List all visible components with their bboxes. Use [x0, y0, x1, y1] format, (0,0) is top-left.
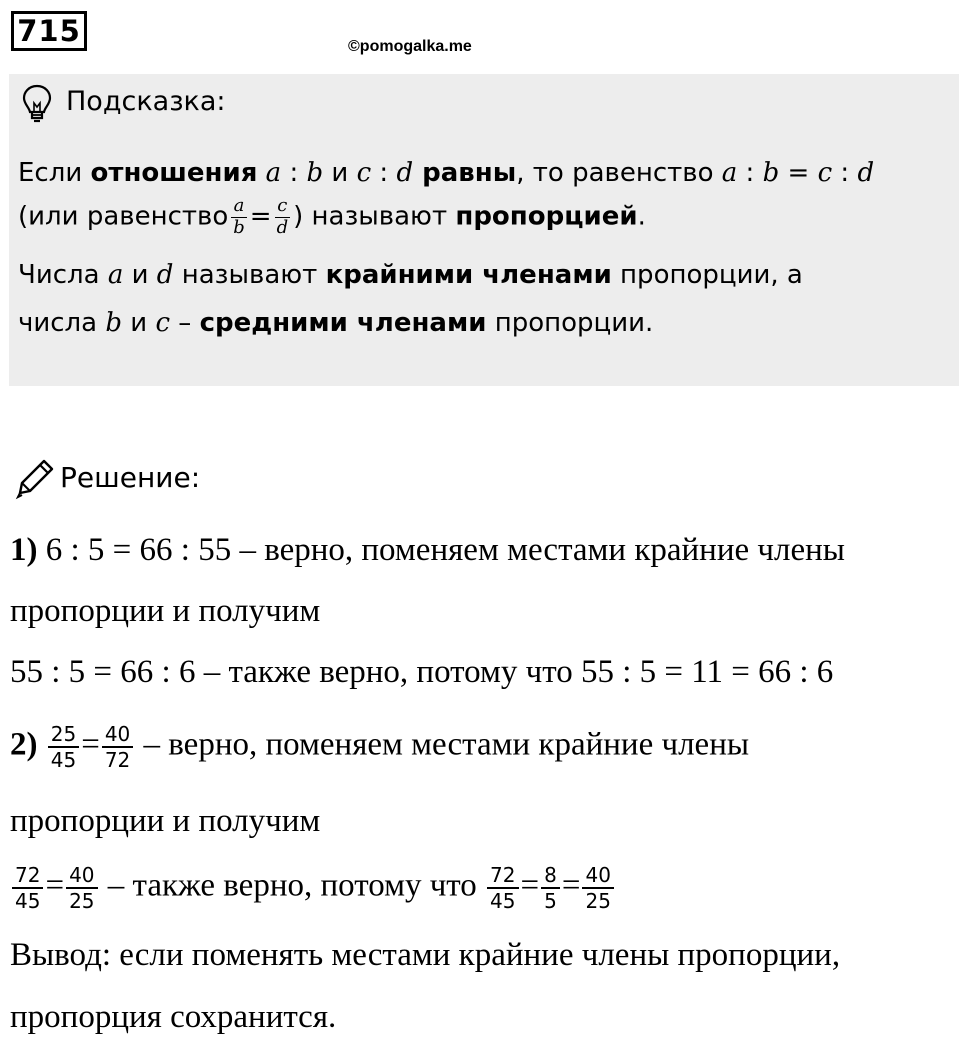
solution-text: – также верно, потому что	[99, 867, 486, 904]
solution-line	[10, 534, 845, 567]
equals-sign: =	[520, 867, 540, 904]
watermark: ©pomogalka.me	[348, 38, 472, 55]
var-a: a	[107, 260, 124, 290]
equals-sign: =	[561, 867, 581, 904]
var-b: b	[306, 158, 324, 188]
solution-text: Вывод: если поменять местами крайние члены пропорции,	[10, 937, 841, 973]
solution-line	[10, 656, 833, 689]
solution-line	[10, 722, 749, 772]
fraction-denominator: 45	[490, 889, 516, 913]
fraction	[582, 863, 613, 913]
hint-text	[257, 158, 265, 188]
fraction	[48, 722, 79, 772]
hint-text: :	[281, 158, 307, 188]
var-d: d	[156, 260, 174, 290]
fraction-a-b	[231, 196, 247, 238]
fraction-numerator: 40	[582, 863, 613, 889]
hint-text: :	[832, 158, 858, 188]
hint-text: пропорции, а	[611, 260, 803, 290]
fraction-numerator: a	[231, 196, 247, 218]
fraction	[102, 722, 133, 772]
hint-text: и	[122, 308, 156, 338]
hint-text: числа	[18, 308, 106, 338]
fraction-numerator: 72	[12, 863, 43, 889]
var-c: c	[356, 158, 372, 188]
var-a: a	[721, 158, 738, 188]
hint-line-4	[18, 310, 653, 336]
fraction-numerator: 25	[48, 722, 79, 748]
conclusion-line	[10, 1001, 336, 1034]
var-b: b	[762, 158, 780, 188]
hint-title: Подсказка:	[66, 86, 226, 117]
fraction-denominator: 25	[69, 889, 95, 913]
fraction	[12, 863, 43, 913]
hint-text: :	[737, 158, 763, 188]
hint-text: ) называют	[293, 201, 456, 232]
solution-text: 6 : 5 = 66 : 55 – верно, поменяем местами крайние члены	[37, 532, 845, 568]
hint-line-3	[18, 262, 803, 288]
var-d: d	[857, 158, 875, 188]
fraction-denominator: d	[276, 216, 289, 238]
solution-text: пропорции и получим	[10, 593, 321, 629]
fraction-numerator: c	[275, 196, 291, 218]
hint-text: Числа	[18, 260, 108, 290]
hint-text: , то равенство	[516, 158, 722, 188]
hint-bold: средними членами	[199, 308, 487, 338]
fraction	[541, 863, 560, 913]
hint-bold: крайними членами	[325, 260, 612, 290]
solution-line	[10, 595, 320, 628]
var-c: c	[155, 308, 171, 338]
hint-line-2	[18, 196, 646, 238]
var-a: a	[265, 158, 282, 188]
solution-text: – верно, поменяем местами крайние члены	[135, 726, 750, 763]
hint-text: пропорции.	[486, 308, 654, 338]
hint-line-1	[18, 160, 874, 186]
conclusion-line	[10, 939, 840, 972]
fraction-c-d	[275, 196, 291, 238]
pencil-icon	[12, 457, 56, 501]
fraction	[487, 863, 518, 913]
fraction-numerator: 40	[102, 722, 133, 748]
fraction-denominator: 72	[104, 748, 131, 772]
var-c: c	[817, 158, 833, 188]
hint-text: :	[371, 158, 397, 188]
fraction-denominator: 45	[15, 889, 41, 913]
solution-text: пропорции и получим	[10, 803, 321, 839]
fraction-numerator: 8	[541, 863, 560, 889]
hint-bold: отношения	[90, 158, 258, 188]
hint-text: =	[779, 158, 818, 188]
hint-text: и	[123, 260, 157, 290]
fraction-numerator: 40	[66, 863, 97, 889]
lightbulb-icon	[20, 83, 54, 125]
fraction-denominator: 25	[585, 889, 611, 913]
hint-text: (или равенство	[18, 201, 229, 232]
hint-bold: пропорцией	[455, 201, 638, 232]
fraction-denominator: b	[233, 216, 245, 238]
hint-text: называют	[173, 260, 326, 290]
solution-title: Решение:	[60, 461, 201, 494]
item-number: 1)	[10, 532, 38, 568]
var-b: b	[105, 308, 123, 338]
solution-text: 55 : 5 = 66 : 6 – также верно, потому что 55 : 5 = 11 = 66 : 6	[10, 654, 834, 690]
fraction-denominator: 5	[544, 889, 557, 913]
hint-text: Если	[18, 158, 91, 188]
solution-line	[10, 863, 616, 913]
hint-text: =	[249, 201, 272, 232]
fraction	[66, 863, 97, 913]
solution-line	[10, 805, 320, 838]
solution-text: пропорция сохранится.	[10, 999, 337, 1035]
hint-bold: равны	[413, 158, 517, 188]
hint-text: и	[323, 158, 357, 188]
fraction-denominator: 45	[50, 748, 77, 772]
equals-sign: =	[45, 867, 65, 904]
item-number: 2)	[10, 726, 38, 763]
var-d: d	[396, 158, 414, 188]
hint-text: .	[637, 201, 646, 232]
hint-text: –	[170, 308, 200, 338]
task-number: 715	[11, 11, 87, 51]
fraction-numerator: 72	[487, 863, 518, 889]
equals-sign: =	[81, 726, 100, 763]
